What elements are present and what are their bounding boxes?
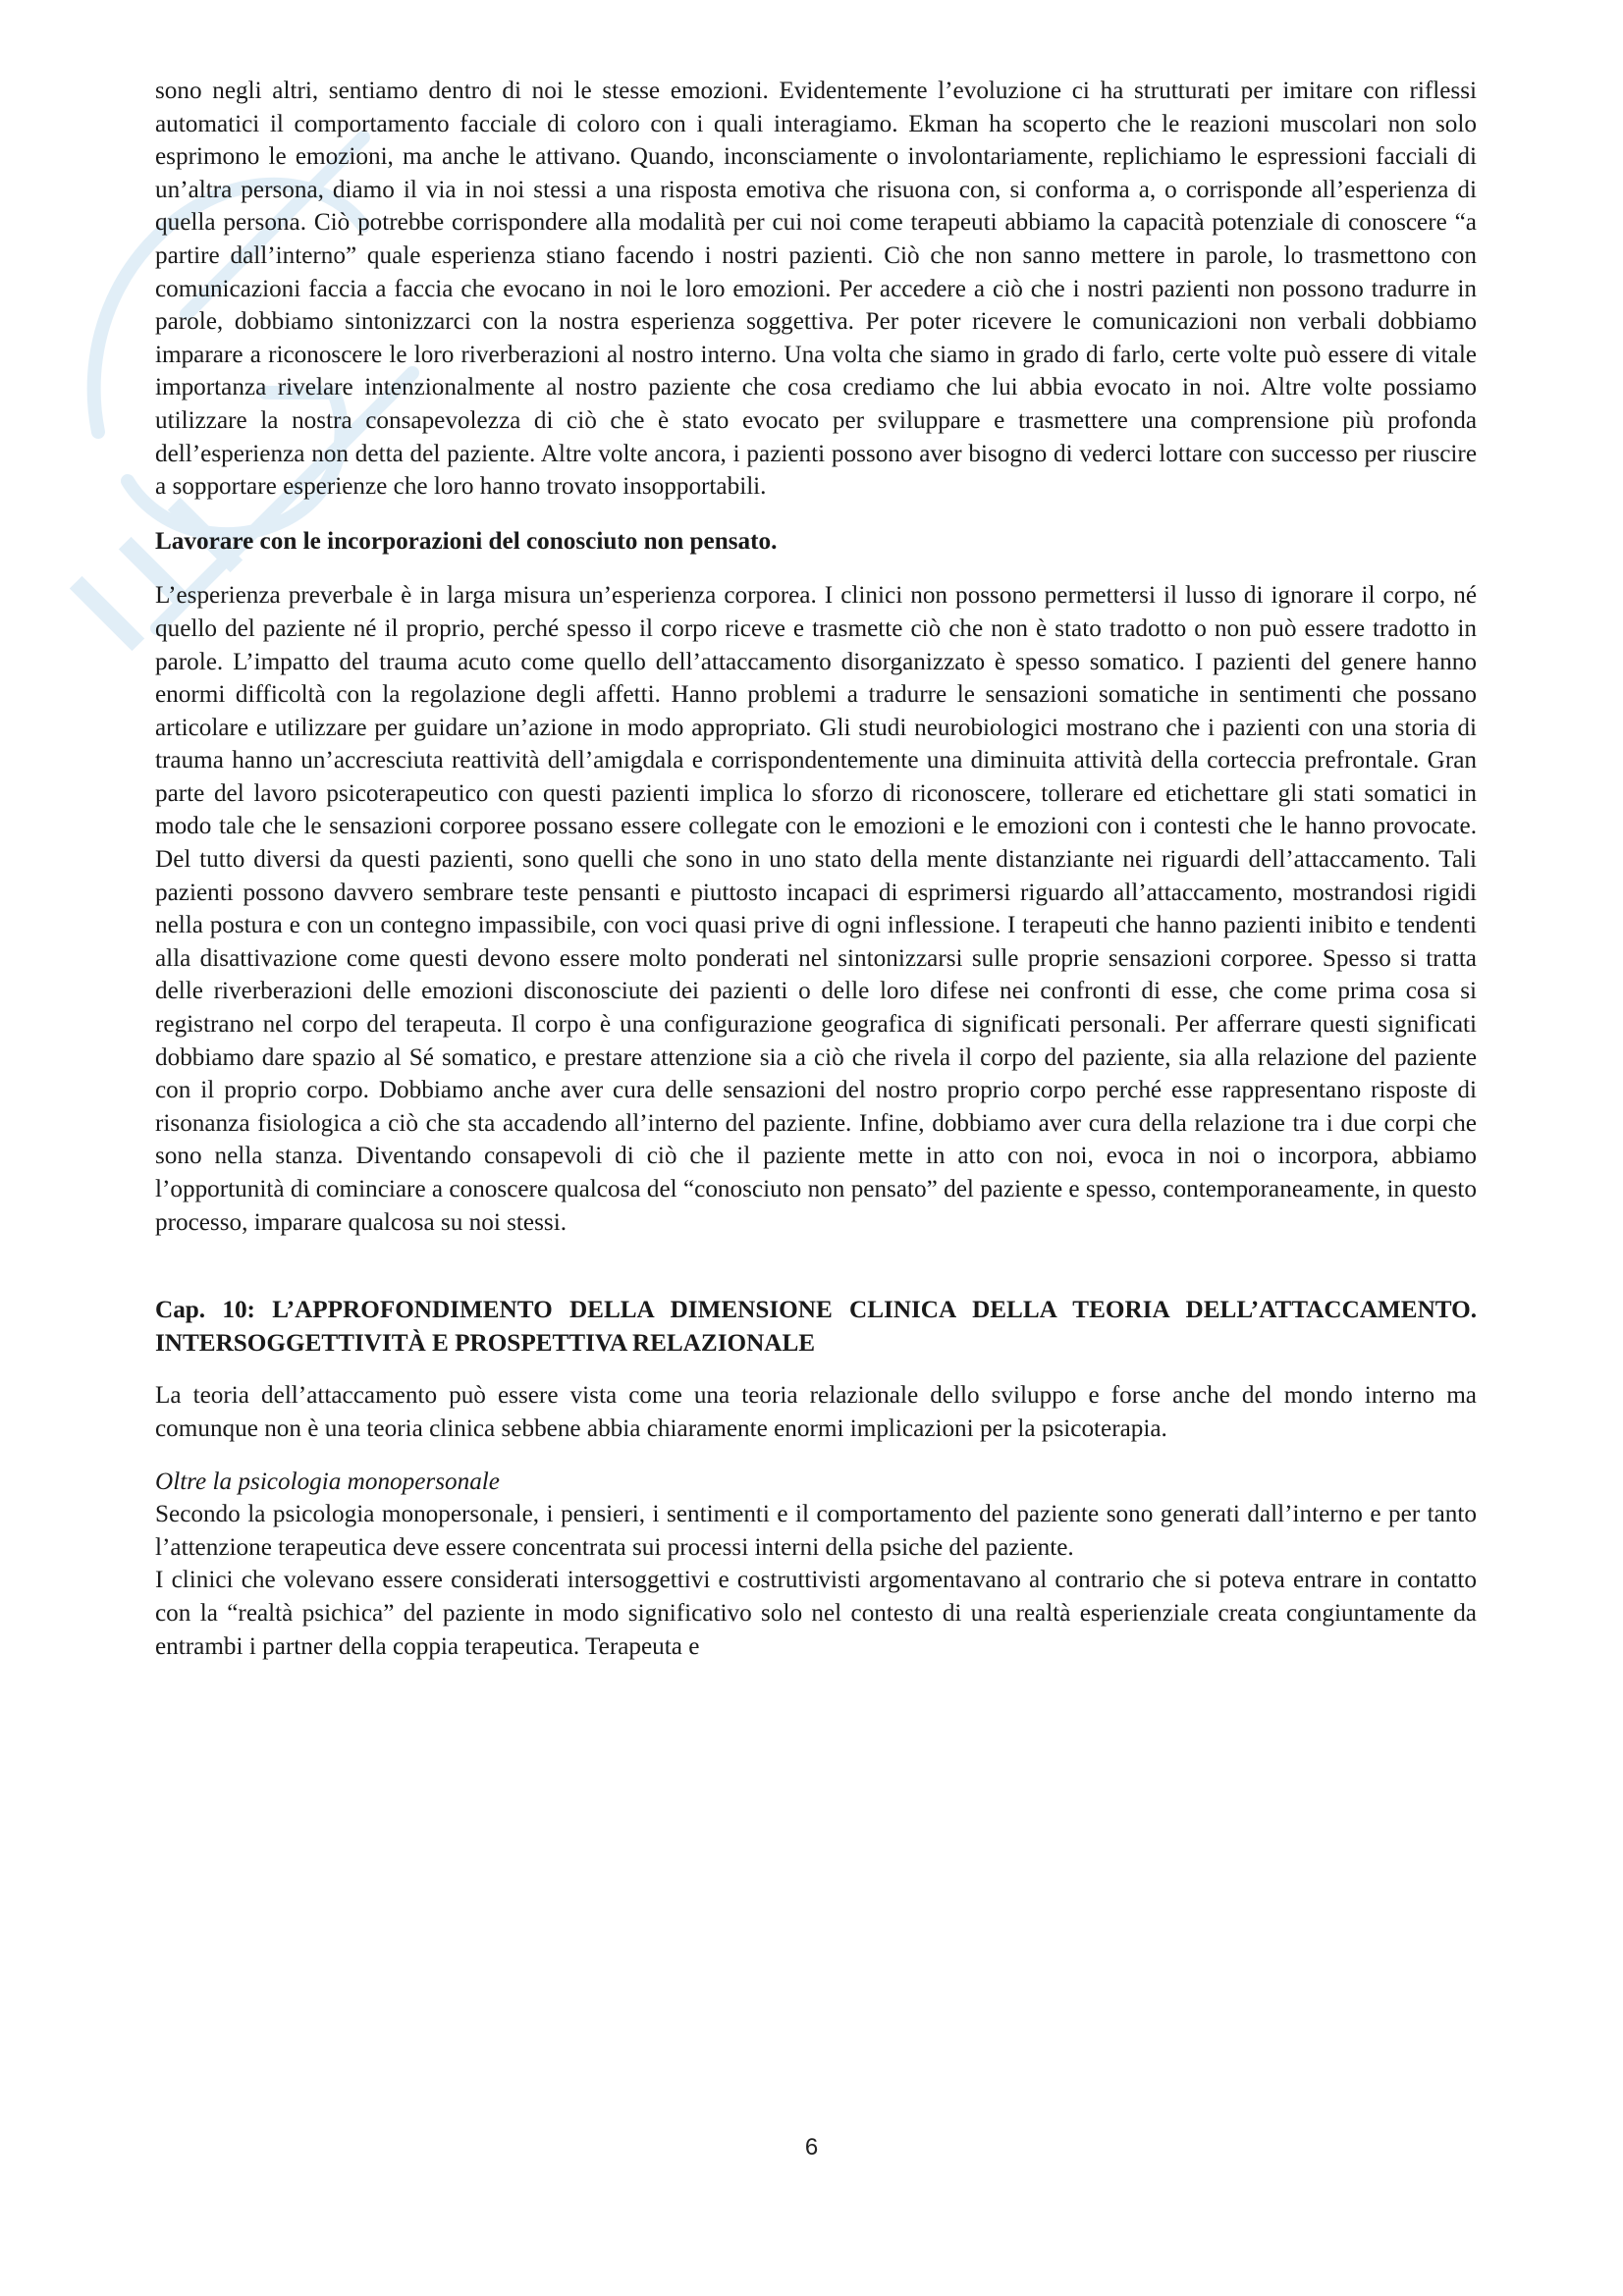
subsection-heading: Oltre la psicologia monopersonale (155, 1468, 500, 1495)
chapter-heading: Cap. 10: L’APPROFONDIMENTO DELLA DIMENSIONE CLINICA DELLA TEORIA DELL’ATTACCAMENTO. INTERSOGGETTIVITÀ E PROSPETTIVA RELAZIONALE (155, 1297, 1477, 1357)
body-paragraph-1: sono negli altri, sentiamo dentro di noi le stesse emozioni. Evidentemente l’evoluzione ci ha strutturati per imitare con riflessi automatici il comportamento facciale di coloro con i quali interagiamo. Ekman ha scoperto che le reazioni muscolari non solo esprimono le emozioni, ma anche le attivano. Quando, inconsciamente o involontariamente, replichiamo le espressioni facciali di un’altra persona, diamo il via in noi stessi a una risposta emotiva che risuona con, si conforma a, o corrisponde all’esperienza di quella persona. Ciò potrebbe corrispondere alla modalità per cui noi come terapeuti abbiamo la capacità potenziale di conoscere “a partire dall’interno” quale esperienza stiano facendo i nostri pazienti. Ciò che non sanno mettere in parole, lo trasmettono con comunicazioni faccia a faccia che evocano in noi le loro emozioni. Per accedere a ciò che i nostri pazienti non possono tradurre in parole, dobbiamo sintonizzarci con la nostra esperienza soggettiva. Per poter ricevere le comunicazioni non verbali dobbiamo imparare a riconoscere le loro riverberazioni al nostro interno. Una volta che siamo in grado di farlo, certe volte può essere di vitale importanza rivelare intenzionalmente al nostro paziente che cosa crediamo che lui abbia evocato in noi. Altre volte possiamo utilizzare la nostra consapevolezza di ciò che è stato evocato per sviluppare e trasmettere una comprensione più profonda dell’esperienza non detta del paziente. Altre volte ancora, i pazienti possono aver bisogno di vederci lottare con successo per riuscire a sopportare esperienze che loro hanno trovato insopportabili. (155, 78, 1477, 501)
document-body (155, 75, 1477, 1663)
section-heading: Lavorare con le incorporazioni del conosciuto non pensato. (155, 527, 778, 555)
body-paragraph-4: Secondo la psicologia monopersonale, i pensieri, i sentimenti e il comportamento del paziente sono generati dall’interno e per tanto l’attenzione terapeutica deve essere concentrata sui processi interni della psiche del paziente. (155, 1501, 1477, 1561)
body-paragraph-3: La teoria dell’attaccamento può essere vista come una teoria relazionale dello sviluppo e forse anche del mondo interno ma comunque non è una teoria clinica sebbene abbia chiaramente enormi implicazioni per la psicoterapia. (155, 1382, 1477, 1442)
body-paragraph-2: L’esperienza preverbale è in larga misura un’esperienza corporea. I clinici non possono permettersi il lusso di ignorare il corpo, né quello del paziente né il proprio, perché spesso il corpo riceve e trasmette ciò che non è stato tradotto o non può essere tradotto in parole. L’impatto del trauma acuto come quello dell’attaccamento disorganizzato è spesso somatico. I pazienti del genere hanno enormi difficoltà con la regolazione degli affetti. Hanno problemi a tradurre le sensazioni somatiche in sentimenti che possano articolare e utilizzare per guidare un’azione in modo appropriato. Gli studi neurobiologici mostrano che i pazienti con una storia di trauma hanno un’accresciuta reattività dell’amigdala e corrispondentemente una diminuita attività della corteccia prefrontale. Gran parte del lavoro psicoterapeutico con questi pazienti implica lo sforzo di riconoscere, tollerare ed etichettare gli stati somatici in modo tale che le sensazioni corporee possano essere collegate con le emozioni e le emozioni con i contesti che le hanno provocate. Del tutto diversi da questi pazienti, sono quelli che sono in uno stato della mente distanziante nei riguardi dell’attaccamento. Tali pazienti possono davvero sembrare teste pensanti e piuttosto incapaci di esprimersi riguardo all’attaccamento, mostrandosi rigidi nella postura e con un contegno impassibile, con voci quasi prive di ogni inflessione. I terapeuti che hanno pazienti inibito e tendenti alla disattivazione come questi devono essere molto ponderati nel sintonizzarsi sulle proprie sensazioni corporee. Spesso si tratta delle riverberazioni delle emozioni disconosciute dei pazienti o delle loro difese nei confronti di esse, che come prima cosa si registrano nel corpo del terapeuta. Il corpo è una configurazione geografica di significati personali. Per afferrare questi significati dobbiamo dare spazio al Sé somatico, e prestare attenzione sia a ciò che rivela il corpo del paziente, sia alla relazione del paziente con il proprio corpo. Dobbiamo anche aver cura delle sensazioni del nostro proprio corpo perché esse rappresentano risposte di risonanza fisiologica a ciò che sta accadendo all’interno del paziente. Infine, dobbiamo aver cura della relazione tra i due corpi che sono nella stanza. Diventando consapevoli di ciò che il paziente mette in atto con noi, evoca in noi o incorpora, abbiamo l’opportunità di cominciare a conoscere qualcosa del “conosciuto non pensato” del paziente e spesso, contemporaneamente, in questo processo, imparare qualcosa su noi stessi. (155, 582, 1477, 1236)
body-paragraph-5: I clinici che volevano essere considerati intersoggettivi e costruttivisti argomentavano al contrario che si poteva entrare in contatto con la “realtà psichica” del paziente in modo significativo solo nel contesto di una realtà esperienziale creata congiuntamente da entrambi i partner della coppia terapeutica. Terapeuta e (155, 1567, 1477, 1660)
page-number: 6 (804, 2134, 819, 2161)
